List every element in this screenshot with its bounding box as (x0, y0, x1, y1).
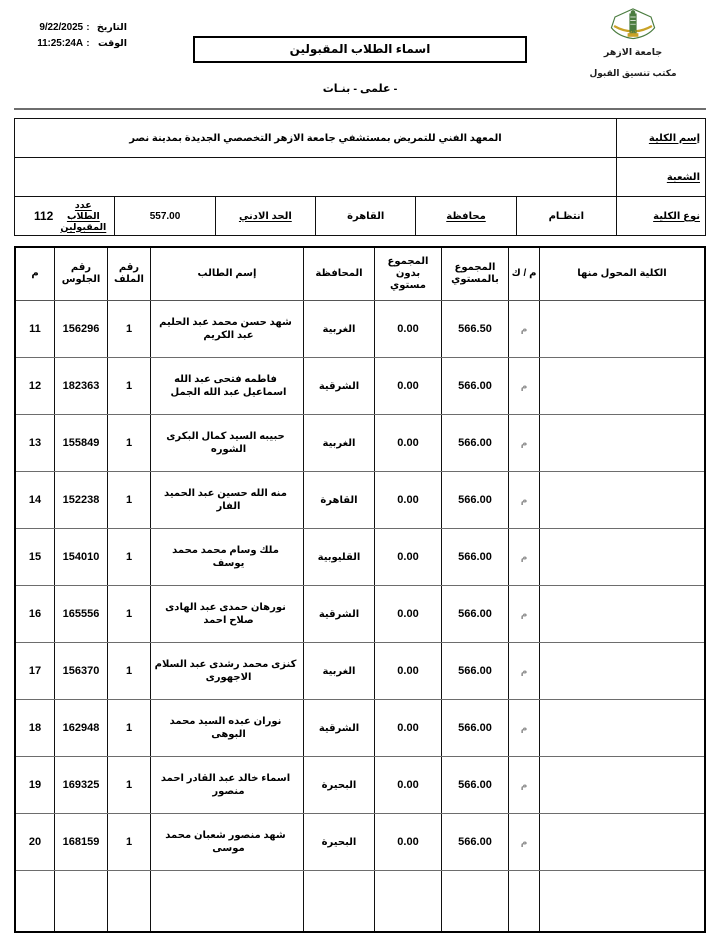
table-row (15, 301, 705, 358)
time-label: الوقت (97, 37, 127, 49)
cell-mk (509, 700, 540, 757)
cell-student-name (151, 586, 304, 643)
date-value: 9/22/2025 (39, 22, 83, 33)
cell-from-college (540, 415, 706, 472)
cell-from-college (540, 301, 706, 358)
cell-file-no-text: 1 (125, 721, 133, 734)
cell-mk-text: م (520, 722, 528, 733)
cell-mk (509, 301, 540, 358)
cell-from-college (540, 586, 706, 643)
cell-student-name (151, 415, 304, 472)
cell-governorate: القليوبية (304, 529, 375, 586)
cell-seq-text: 19 (28, 778, 42, 791)
col-header-total-level: المجموع بالمستوي (442, 247, 509, 301)
cell-student-name-text: نورهان حمدى عبد الهادى صلاح احمد (165, 601, 286, 626)
college-type-value: انتظـام (516, 197, 616, 236)
col-header-file-no: رقم الملف (108, 247, 151, 301)
governorate-value: القاهرة (316, 197, 416, 236)
organization-stamp (558, 6, 708, 79)
meta-row-date (0, 20, 135, 36)
cell-seq (15, 757, 55, 814)
cell-total-plain-text: 0.00 (397, 550, 419, 563)
accepted-students-table (14, 246, 706, 933)
cell-total-level-text: 566.00 (458, 778, 492, 791)
cell-total-plain-text: 0.00 (397, 436, 419, 449)
cell-seq-text: 13 (28, 436, 42, 449)
cell-from-college (540, 643, 706, 700)
cell-total-level (442, 700, 509, 757)
cell-seat-no-text: 155849 (62, 436, 100, 449)
table-row (15, 757, 705, 814)
cell-total-level (442, 472, 509, 529)
cell-total-plain (375, 358, 442, 415)
cell-total-level-text: 566.00 (458, 436, 492, 449)
cell-student-name (151, 643, 304, 700)
cell-seat-no-text: 152238 (62, 493, 100, 506)
filler-cell (55, 871, 108, 933)
filler-cell (15, 871, 55, 933)
table-row (15, 700, 705, 757)
filler-cell (442, 871, 509, 933)
cell-total-level-text: 566.00 (458, 550, 492, 563)
cell-from-college (540, 358, 706, 415)
cell-seat-no-text: 154010 (62, 550, 100, 563)
cell-from-college (540, 472, 706, 529)
date-colon: : (86, 22, 90, 33)
cell-file-no-text: 1 (125, 778, 133, 791)
cell-file-no (108, 358, 151, 415)
branch-label: الشعبة (617, 158, 706, 197)
table-filler-row (15, 871, 705, 933)
cell-governorate: الغربية (304, 643, 375, 700)
cell-file-no (108, 301, 151, 358)
table-row (15, 415, 705, 472)
cell-mk (509, 415, 540, 472)
col-header-from-college: الكلية المحول منها (540, 247, 706, 301)
cell-seat-no (55, 700, 108, 757)
cell-total-plain (375, 529, 442, 586)
cell-file-no-text: 1 (125, 379, 133, 392)
col-header-seq: م (15, 247, 55, 301)
cell-file-no-text: 1 (125, 322, 133, 335)
cell-seat-no (55, 814, 108, 871)
cell-student-name (151, 757, 304, 814)
cell-mk-text: م (520, 323, 528, 334)
cell-student-name-text: منه الله حسين عبد الحميد الفار (164, 487, 287, 512)
cell-seq (15, 301, 55, 358)
accepted-count-value: 112 (34, 209, 54, 223)
filler-cell (151, 871, 304, 933)
cell-total-plain-text: 0.00 (397, 835, 419, 848)
cell-total-plain-text: 0.00 (397, 607, 419, 620)
cell-mk-text: م (520, 437, 528, 448)
cell-file-no-text: 1 (125, 436, 133, 449)
filler-cell (540, 871, 706, 933)
organization-office: مكتب تنسيق القبول (589, 67, 677, 78)
cell-governorate: القاهرة (304, 472, 375, 529)
time-value: 11:25:24A (37, 37, 83, 49)
cell-seat-no-text: 156296 (62, 322, 100, 335)
cell-mk (509, 358, 540, 415)
cell-file-no (108, 757, 151, 814)
college-name-label: إسم الكلية (617, 119, 706, 158)
cell-mk-text: م (520, 380, 528, 391)
cell-seq (15, 529, 55, 586)
cell-seq (15, 586, 55, 643)
cell-seat-no (55, 757, 108, 814)
cell-total-level (442, 643, 509, 700)
min-grade-label: الحد الادني (215, 197, 315, 236)
min-grade-value: 557.00 (115, 197, 215, 236)
cell-total-plain-text: 0.00 (397, 664, 419, 677)
cell-from-college (540, 814, 706, 871)
cell-from-college (540, 529, 706, 586)
cell-file-no-text: 1 (125, 664, 133, 677)
cell-seat-no (55, 529, 108, 586)
cell-file-no-text: 1 (125, 550, 133, 563)
cell-total-plain-text: 0.00 (397, 778, 419, 791)
cell-student-name-text: كنزى محمد رشدى عبد السلام الاجهورى (154, 658, 297, 683)
cell-student-name-text: شهد حسن محمد عبد الحليم عبد الكريم (159, 316, 292, 341)
college-name-value: المعهد الفني للتمريض بمستشفي جامعة الازهر التخصصي الجديدة بمدينة نصر (15, 119, 617, 158)
cell-total-level-text: 566.00 (458, 607, 492, 620)
cell-seq-text: 15 (28, 550, 42, 563)
header-divider (14, 108, 706, 110)
info-row-branch (15, 158, 706, 197)
cell-student-name (151, 700, 304, 757)
cell-mk (509, 814, 540, 871)
page-header (0, 0, 720, 108)
cell-student-name-text: نوران عبده السيد محمد البوهى (169, 715, 282, 740)
cell-seq-text: 17 (28, 664, 42, 677)
filler-cell (509, 871, 540, 933)
cell-mk (509, 643, 540, 700)
cell-governorate: الشرقية (304, 358, 375, 415)
page-subtitle: - علمى - بنـات (322, 83, 398, 95)
table-head (15, 247, 705, 301)
filler-cell (375, 871, 442, 933)
cell-seq (15, 415, 55, 472)
cell-student-name (151, 301, 304, 358)
col-header-governorate: المحافظة (304, 247, 375, 301)
page-title: اسماء الطلاب المقبولين (193, 36, 527, 63)
cell-file-no (108, 643, 151, 700)
cell-file-no (108, 472, 151, 529)
cell-file-no (108, 814, 151, 871)
cell-file-no (108, 529, 151, 586)
cell-student-name-text: اسماء خالد عبد القادر احمد منصور (160, 772, 291, 797)
cell-seq (15, 643, 55, 700)
cell-total-level (442, 301, 509, 358)
table-header-row (15, 247, 705, 301)
table-row (15, 814, 705, 871)
cell-mk-text: م (520, 779, 528, 790)
cell-total-plain-text: 0.00 (397, 379, 419, 392)
cell-student-name-text: حبيبه السيد كمال البكرى الشوره (166, 430, 285, 455)
table-row (15, 472, 705, 529)
date-label: التاريخ (96, 22, 127, 33)
cell-total-plain (375, 586, 442, 643)
cell-total-level-text: 566.00 (458, 835, 492, 848)
svg-text:الازهر: الازهر (628, 29, 638, 34)
governorate-label: محافظة (416, 197, 516, 236)
cell-total-level-text: 566.50 (458, 322, 492, 335)
cell-total-level-text: 566.00 (458, 379, 492, 392)
info-row-type (15, 197, 706, 236)
cell-governorate: الشرقية (304, 700, 375, 757)
cell-seat-no (55, 472, 108, 529)
organization-name: جامعة الازهر (603, 47, 663, 58)
cell-seq-text: 12 (28, 379, 42, 392)
cell-file-no-text: 1 (125, 835, 133, 848)
cell-total-level (442, 529, 509, 586)
cell-seat-no-text: 182363 (62, 379, 100, 392)
cell-total-plain (375, 472, 442, 529)
cell-seat-no-text: 165556 (62, 607, 100, 620)
cell-mk-text: م (520, 494, 528, 505)
cell-total-level (442, 586, 509, 643)
cell-mk (509, 472, 540, 529)
cell-total-level (442, 358, 509, 415)
cell-total-plain-text: 0.00 (397, 322, 419, 335)
cell-total-plain-text: 0.00 (397, 493, 419, 506)
cell-mk (509, 757, 540, 814)
cell-from-college (540, 757, 706, 814)
col-header-seat-no: رقم الجلوس (55, 247, 108, 301)
cell-seq-text: 20 (28, 835, 42, 848)
cell-total-level-text: 566.00 (458, 721, 492, 734)
cell-governorate: البحيرة (304, 757, 375, 814)
cell-seat-no-text: 169325 (62, 778, 100, 791)
cell-seat-no (55, 358, 108, 415)
cell-total-plain (375, 700, 442, 757)
cell-total-plain (375, 301, 442, 358)
cell-total-plain (375, 757, 442, 814)
cell-seat-no-text: 168159 (62, 835, 100, 848)
cell-seq-text: 14 (28, 493, 42, 506)
cell-student-name (151, 814, 304, 871)
cell-total-level (442, 415, 509, 472)
cell-file-no (108, 586, 151, 643)
college-info-table (14, 118, 706, 236)
cell-file-no-text: 1 (125, 607, 133, 620)
cell-seq (15, 358, 55, 415)
college-type-label: نوع الكلية (617, 197, 706, 236)
cell-total-level (442, 814, 509, 871)
cell-student-name-text: ملك وسام محمد محمد يوسف (172, 544, 279, 569)
cell-mk-text: م (520, 608, 528, 619)
cell-mk-text: م (520, 665, 528, 676)
cell-from-college (540, 700, 706, 757)
cell-seq (15, 700, 55, 757)
cell-file-no-text: 1 (125, 493, 133, 506)
cell-mk-text: م (520, 836, 528, 847)
cell-student-name-text: شهد منصور شعبان محمد موسى (165, 829, 286, 854)
cell-student-name (151, 472, 304, 529)
cell-total-plain-text: 0.00 (397, 721, 419, 734)
cell-seq (15, 814, 55, 871)
cell-mk-text: م (520, 551, 528, 562)
cell-governorate: الغربية (304, 301, 375, 358)
col-header-mk: م / ك (509, 247, 540, 301)
filler-cell (108, 871, 151, 933)
cell-seq-text: 16 (28, 607, 42, 620)
cell-governorate: البحيرة (304, 814, 375, 871)
table-body (15, 301, 705, 933)
cell-seat-no (55, 643, 108, 700)
cell-mk (509, 586, 540, 643)
accepted-count-cell (15, 197, 115, 236)
cell-student-name (151, 358, 304, 415)
cell-seat-no (55, 301, 108, 358)
cell-total-level-text: 566.00 (458, 493, 492, 506)
table-row (15, 358, 705, 415)
cell-governorate: الغربية (304, 415, 375, 472)
cell-seat-no (55, 586, 108, 643)
cell-total-plain (375, 643, 442, 700)
time-colon: : (86, 37, 90, 49)
cell-seq-text: 18 (28, 721, 42, 734)
table-row (15, 586, 705, 643)
cell-student-name-text: فاطمه فتحى عبد الله اسماعيل عبد الله الجمل (170, 373, 287, 398)
col-header-total-plain: المجموع بدون مستوي (375, 247, 442, 301)
branch-value (15, 158, 617, 197)
cell-student-name (151, 529, 304, 586)
cell-seat-no-text: 156370 (62, 664, 100, 677)
table-row (15, 643, 705, 700)
accepted-count-label: عدد الطلاب المقبولين (60, 199, 107, 233)
al-azhar-university-emblem-icon (606, 6, 660, 46)
cell-total-plain (375, 814, 442, 871)
filler-cell (304, 871, 375, 933)
cell-file-no (108, 415, 151, 472)
cell-total-level-text: 566.00 (458, 664, 492, 677)
table-row (15, 529, 705, 586)
cell-file-no (108, 700, 151, 757)
cell-total-plain (375, 415, 442, 472)
cell-seq (15, 472, 55, 529)
col-header-student-name: إسم الطالب (151, 247, 304, 301)
cell-seq-text: 11 (29, 322, 41, 335)
cell-governorate: الشرقية (304, 586, 375, 643)
cell-seat-no (55, 415, 108, 472)
cell-mk (509, 529, 540, 586)
cell-total-level (442, 757, 509, 814)
info-row-college-name (15, 119, 706, 158)
cell-seat-no-text: 162948 (62, 721, 100, 734)
